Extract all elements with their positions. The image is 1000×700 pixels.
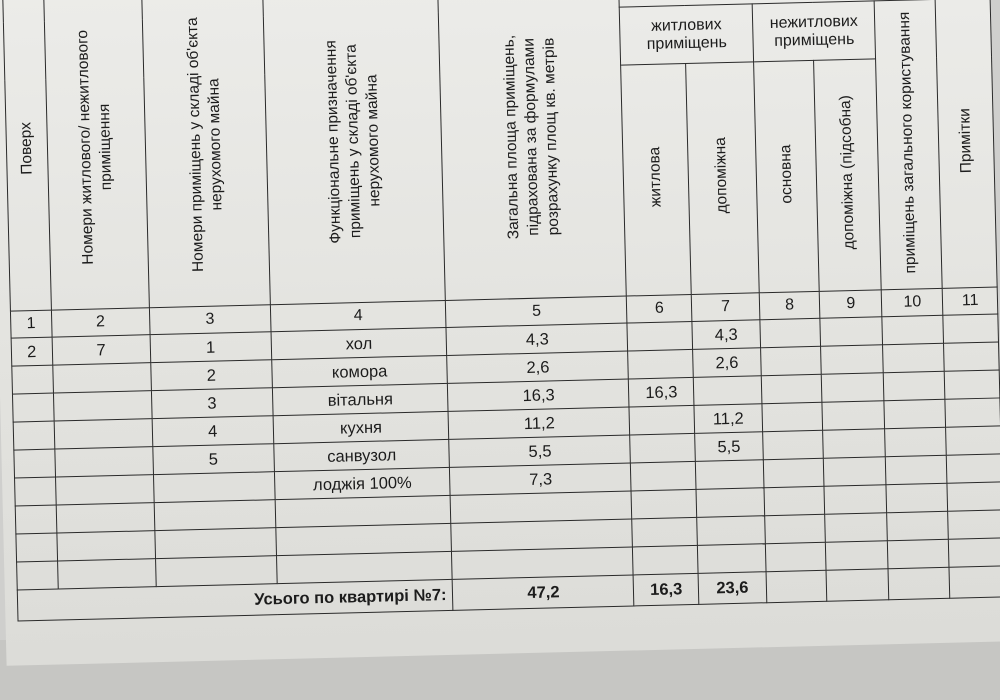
empty-cell [943, 314, 998, 343]
empty-cell [882, 315, 944, 344]
cell-num [153, 472, 275, 503]
cell-total: 11,2 [449, 407, 631, 439]
cell-total [451, 519, 633, 551]
total-label: Усього по квартирі №7: [17, 579, 453, 621]
header-function: Функціональне призначення приміщень у складі об'єкта нерухомого майна [262, 0, 445, 305]
empty-cell [947, 482, 1000, 511]
cell-total: 2,6 [447, 351, 629, 383]
empty-cell [825, 513, 888, 543]
cell-name [275, 495, 451, 527]
cell-total: 7,3 [450, 463, 632, 495]
cell-name [276, 551, 452, 583]
cell-floor [13, 421, 54, 450]
cell-aux [695, 460, 764, 490]
cell-living [632, 517, 697, 547]
cell-aux: 5,5 [695, 432, 764, 462]
empty-cell [765, 514, 826, 543]
cell-aux [696, 488, 765, 518]
area-table [2, 0, 1000, 622]
cell-floor [12, 393, 53, 422]
empty-cell [886, 483, 948, 512]
header-notes: Примітки [936, 0, 998, 288]
empty-cell [888, 567, 950, 599]
col-number: 7 [691, 293, 760, 322]
col-number: 9 [819, 290, 882, 319]
col-number: 5 [446, 296, 628, 327]
cell-floor: 2 [11, 337, 52, 366]
cell-name: кухня [273, 411, 449, 443]
cell-name: вітальня [272, 383, 448, 415]
empty-cell [888, 539, 950, 568]
cell-num: 4 [152, 416, 274, 447]
cell-floor [17, 561, 58, 590]
cell-total [452, 547, 634, 579]
empty-cell [761, 374, 822, 403]
header-floor: Поверх [3, 0, 51, 311]
cell-aux [697, 544, 766, 574]
empty-cell [822, 373, 885, 403]
cell-num [155, 556, 277, 587]
empty-cell [945, 398, 1000, 427]
cell-apt [53, 391, 152, 421]
cell-floor [16, 533, 57, 562]
col-number: 3 [149, 305, 271, 335]
cell-living: 16,3 [629, 377, 694, 407]
empty-cell [944, 342, 999, 371]
cell-total: 16,3 [448, 379, 630, 411]
cell-name [276, 523, 452, 555]
empty-cell [820, 317, 883, 347]
header-common-use: приміщень загального користування [875, 0, 943, 290]
cell-apt [52, 363, 151, 393]
header-residential-group: житлових приміщень [620, 4, 754, 65]
cell-name: санвузол [274, 439, 450, 471]
cell-aux: 11,2 [694, 404, 763, 434]
col-number: 11 [943, 287, 998, 315]
total-area-sum: 47,2 [453, 575, 635, 610]
empty-cell [948, 510, 1000, 539]
header-auxiliary: допоміжна [686, 62, 760, 295]
cell-name: хол [271, 327, 447, 359]
cell-apt: 7 [52, 335, 151, 365]
cell-aux [693, 376, 762, 406]
empty-cell [824, 485, 887, 515]
total-aux-sum: 23,6 [698, 572, 767, 605]
empty-cell [826, 569, 889, 602]
header-premises-numbers: Номери приміщень у складі об'єкта нерухомого майна [141, 0, 270, 308]
empty-cell [822, 401, 885, 431]
cell-floor [14, 449, 55, 478]
empty-cell [884, 371, 946, 400]
cell-living [629, 405, 694, 435]
empty-cell [947, 454, 1000, 483]
header-nonresidential-group: нежитлових приміщень [752, 1, 876, 62]
cell-num: 1 [150, 332, 272, 363]
col-number: 2 [51, 308, 150, 337]
cell-floor [12, 365, 53, 394]
cell-total [451, 491, 633, 523]
col-number: 8 [759, 291, 820, 319]
cell-num [154, 500, 276, 531]
empty-cell [765, 542, 826, 571]
empty-cell [760, 318, 821, 347]
empty-cell [826, 541, 889, 571]
cell-apt [57, 559, 156, 589]
cell-floor [15, 477, 56, 506]
cell-living [633, 545, 698, 575]
empty-cell [761, 346, 822, 375]
cell-name: лоджія 100% [274, 467, 450, 499]
empty-cell [763, 458, 824, 487]
empty-cell [883, 343, 945, 372]
cell-apt [54, 419, 153, 449]
empty-cell [887, 511, 949, 540]
cell-living [627, 321, 692, 351]
cell-num: 5 [153, 444, 275, 475]
header-main: основна [754, 60, 820, 292]
cell-apt [55, 475, 154, 505]
cell-aux: 4,3 [692, 320, 761, 350]
empty-cell [949, 538, 1000, 567]
total-living-sum: 16,3 [634, 573, 699, 606]
empty-cell [763, 430, 824, 459]
col-number: 10 [882, 288, 944, 316]
empty-cell [945, 370, 1000, 399]
empty-cell [762, 402, 823, 431]
cell-num: 2 [151, 360, 273, 391]
empty-cell [766, 570, 827, 602]
empty-cell [821, 345, 884, 375]
empty-cell [824, 457, 887, 487]
header-room-numbers: Номери житлового/ нежитлового приміщення [43, 0, 149, 310]
col-number: 4 [270, 300, 446, 331]
cell-num: 3 [151, 388, 273, 419]
cell-floor [15, 505, 56, 534]
header-living: житлова [621, 64, 691, 297]
empty-cell [886, 455, 948, 484]
cell-total: 5,5 [449, 435, 631, 467]
cell-apt [54, 447, 153, 477]
empty-cell [946, 426, 1000, 455]
cell-living [628, 349, 693, 379]
cell-aux [697, 516, 766, 546]
cell-apt [56, 503, 155, 533]
cell-living [632, 489, 697, 519]
empty-cell [764, 486, 825, 515]
header-aux-utility: допоміжна (підсобна) [814, 59, 882, 291]
empty-cell [949, 566, 1000, 598]
empty-cell [823, 429, 886, 459]
col-number: 1 [10, 310, 51, 338]
empty-cell [884, 399, 946, 428]
cell-living [630, 433, 695, 463]
cell-apt [56, 531, 155, 561]
empty-cell [885, 427, 947, 456]
col-number: 6 [627, 294, 692, 323]
cell-total: 4,3 [446, 323, 628, 355]
cell-name: комора [271, 355, 447, 387]
cell-aux: 2,6 [693, 348, 762, 378]
header-total-area: Загальна площа приміщень, підрахована за формулами розрахунку площ кв. метрів [438, 0, 627, 300]
cell-living [631, 461, 696, 491]
cell-num [155, 528, 277, 559]
